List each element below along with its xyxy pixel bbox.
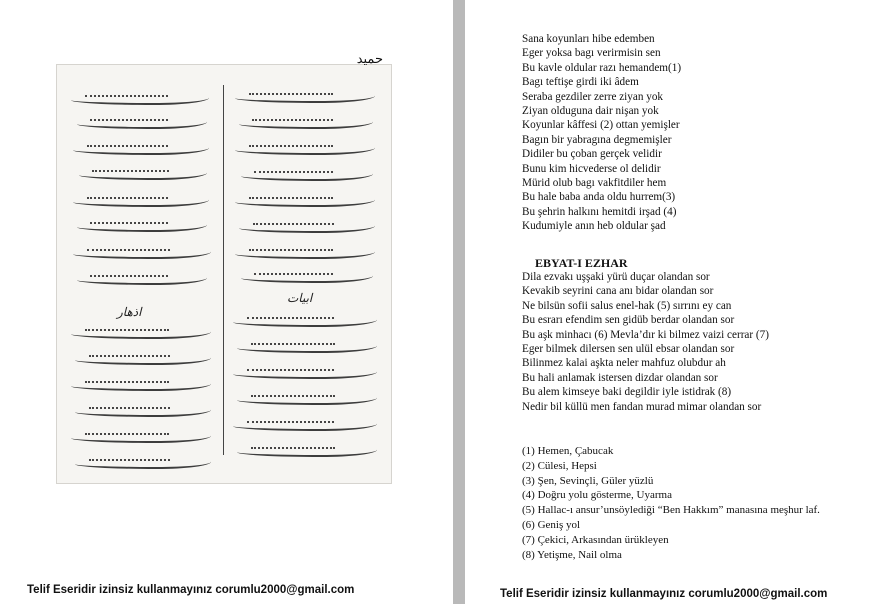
- ezhar-line: Dila ezvakı uşşaki yürü duçar olandan sor: [522, 271, 710, 283]
- handwriting-line: [77, 220, 207, 232]
- section-title: EBYAT-I EZHAR: [535, 256, 628, 270]
- handwriting-line: [237, 393, 377, 405]
- ezhar-line: Ne bilsün sofii salus enel-hak (5) sırrını ey can: [522, 299, 732, 312]
- poem-line: Sana koyunları hibe edemben: [522, 33, 655, 45]
- poem-line: Mürid olub bagı vakfitdiler hem: [522, 177, 667, 190]
- poem-line: Didiler bu çoban gerçek velidir: [522, 148, 662, 161]
- ezhar-line: Kevakib seyrini cana anı bidar olandan sor: [522, 285, 714, 298]
- poem-line: Kudumiyle anın heb oldular şad: [522, 220, 666, 233]
- handwriting-line: [237, 445, 377, 457]
- right-page: [465, 0, 886, 604]
- page-gutter: [453, 0, 465, 604]
- ezhar-line: Nedir bil küllü men fandan murad mimar olandan sor: [522, 400, 762, 413]
- ezhar-line: Bilinmez kalai aşkta neler mahfuz olubdur ah: [522, 357, 726, 370]
- manuscript-right-title: ابیات: [287, 291, 313, 305]
- handwriting-line: [71, 93, 209, 105]
- poem-line: Ziyan olduguna dair nişan yok: [522, 105, 659, 118]
- poem-line: Bu hale baba anda oldu hurrem(3): [522, 191, 676, 204]
- poem-block: [522, 32, 681, 234]
- handwriting-line: [235, 143, 375, 155]
- poem-line: Bu şehrin halkını hemitdi irşad (4): [522, 205, 677, 218]
- handwriting-line: [73, 247, 211, 259]
- handwriting-line: [233, 367, 377, 379]
- footnote: (7) Çekici, Arkasından ürükleyen: [522, 533, 669, 546]
- poem-line: Bu kavle oldular razı hemandem(1): [522, 61, 682, 74]
- handwriting-line: [71, 327, 211, 339]
- poem-line: Seraba gezdiler zerre ziyan yok: [522, 90, 664, 103]
- handwriting-line: [75, 353, 211, 365]
- handwriting-line: [241, 169, 373, 181]
- handwriting-line: [75, 457, 211, 469]
- ezhar-line: Eger bilmek dilersen sen ulül ebsar olandan sor: [522, 343, 735, 356]
- manuscript-column-rule: [223, 85, 224, 455]
- handwriting-line: [239, 221, 375, 233]
- manuscript-left-title: اذهار: [117, 305, 142, 319]
- handwriting-line: [77, 117, 207, 129]
- handwriting-line: [235, 247, 375, 259]
- ezhar-line: Bu alem kimseye baki degildir iyle istidrak (8): [522, 386, 732, 399]
- poem-line: Eger yoksa bagı verirmisin sen: [522, 47, 661, 60]
- poem-line: Bunu kim hicvederse ol delidir: [522, 162, 661, 175]
- footnote: (3) Şen, Sevinçli, Güler yüzlü: [522, 474, 654, 487]
- poem-line: Bagın bir yabragına degmemişler: [522, 133, 672, 146]
- footnote: (1) Hemen, Çabucak: [522, 445, 614, 457]
- footnote: (8) Yetişme, Nail olma: [522, 548, 622, 561]
- handwriting-line: [73, 143, 209, 155]
- ezhar-line: Bu esrarı efendim sen gidüb berdar olandan sor: [522, 314, 735, 327]
- ezhar-block: [522, 270, 769, 414]
- handwriting-line: [75, 405, 211, 417]
- ezhar-line: Bu aşk minhacı (6) Mevla’dır ki bilmez vaizi cerrar (7): [522, 328, 769, 341]
- handwriting-line: [235, 195, 375, 207]
- handwriting-line: [233, 419, 377, 431]
- handwriting-line: [77, 273, 207, 285]
- handwriting-line: [241, 271, 373, 283]
- footnote: (6) Geniş yol: [522, 518, 581, 531]
- handwriting-line: [71, 431, 211, 443]
- manuscript-image: [56, 52, 392, 484]
- footnote: (2) Cülesi, Hepsi: [522, 459, 597, 472]
- handwriting-line: [239, 117, 373, 129]
- handwriting-line: [237, 341, 377, 353]
- handwriting-line: [73, 195, 209, 207]
- handwriting-line: [71, 379, 211, 391]
- footnote: (4) Doğru yolu gösterme, Uyarma: [522, 489, 672, 502]
- footnote: (5) Hallac-ı ansur’unsöylediği “Ben Hakkım” manasına meşhur laf.: [522, 504, 820, 517]
- left-footer: Telif Eseridir izinsiz kullanmayınız corumlu2000@gmail.com: [27, 584, 355, 596]
- ezhar-line: Bu hali anlamak istersen dizdar olandan sor: [522, 371, 718, 384]
- handwriting-line: [79, 168, 207, 180]
- manuscript-top-label: حمید: [356, 52, 383, 67]
- footnotes: [522, 444, 820, 562]
- poem-line: Koyunlar kâffesi (2) ottan yemişler: [522, 119, 680, 132]
- handwriting-line: [235, 91, 375, 103]
- right-footer: Telif Eseridir izinsiz kullanmayınız corumlu2000@gmail.com: [500, 588, 828, 600]
- poem-line: Bagı teftişe girdi iki âdem: [522, 76, 639, 89]
- handwriting-line: [233, 315, 377, 327]
